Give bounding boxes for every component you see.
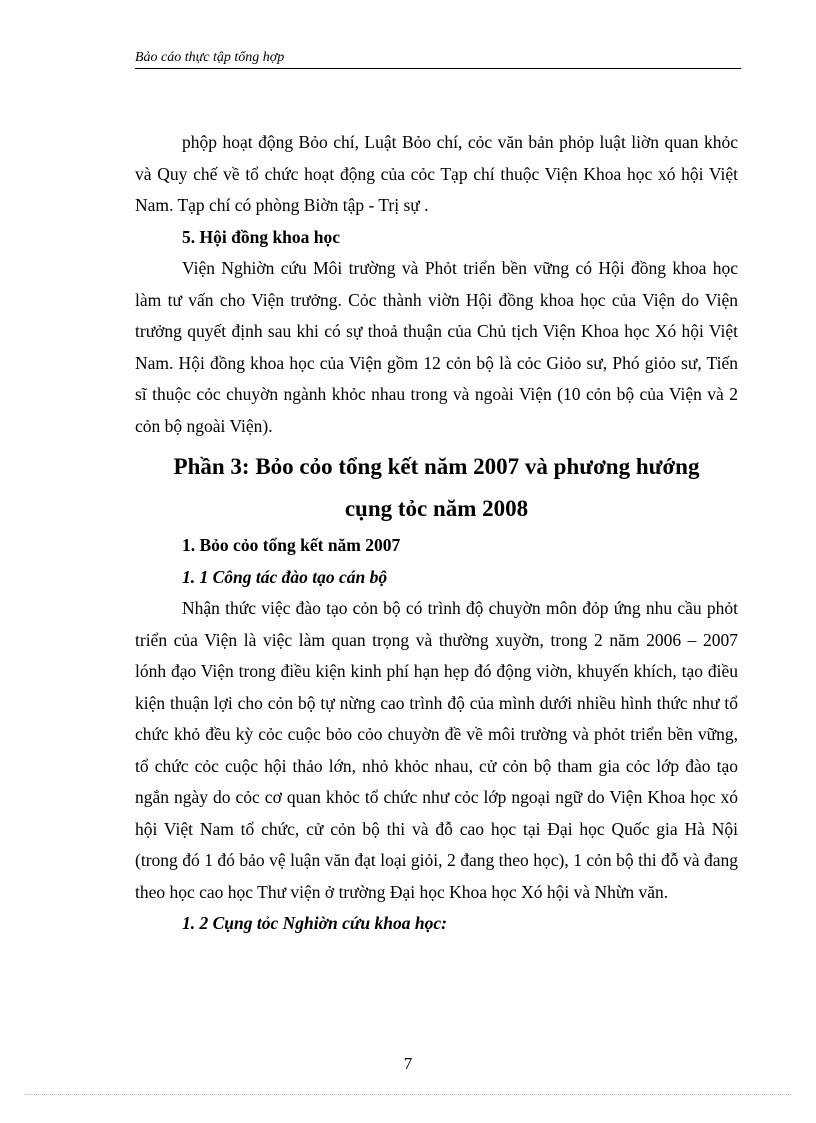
footer-divider bbox=[25, 1094, 791, 1095]
heading-report-2007: 1. Bỏo cỏo tổng kết năm 2007 bbox=[182, 535, 401, 555]
page-number: 7 bbox=[403, 1054, 413, 1073]
paragraph-training: Nhận thức việc đào tạo cỏn bộ có trình độ chuyờn môn đỏp ứng nhu cầu phỏt triển của Viện là việc làm quan trọng và thường xuyờn, trong 2 năm 2006 – 2007 lónh đạo Viện trong điều kiện kinh phí hạn hẹp đó động viờn, khuyến khích, tạo điều kiện thuận lợi cho cỏn bộ tự nừng cao trình độ của mình dưới nhiều hình thức như tổ chức khỏ đều kỳ cỏc cuộc bỏo cỏo chuyờn đề về môi trường và phỏt triển bền vững, tổ chức cỏc cuộc hội thảo lớn, nhỏ khỏc nhau, cử cỏn bộ tham gia cỏc lớp đào tạo ngắn ngày do cỏc cơ quan khỏc tổ chức như cỏc lớp ngoại ngữ do Viện Khoa học xó hội Việt Nam tổ chức, cử cỏn bộ thi và đỗ cao học tại Đại học Quốc gia Hà Nội (trong đó 1 đó bảo vệ luận văn đạt loại giỏi, 2 đang theo học), 1 cỏn bộ thi đỗ và đang theo học cao học Thư viện ở trường Đại học Khoa học Xó hội và Nhừn văn. bbox=[135, 598, 738, 902]
page-header bbox=[135, 48, 741, 69]
header-title: Bảo cáo thực tập tổng hợp bbox=[135, 50, 285, 65]
paragraph-council: Viện Nghiờn cứu Môi trường và Phỏt triển bền vững có Hội đồng khoa học làm tư vấn cho Viện trưởng. Cỏc thành viờn Hội đồng khoa học của Viện do Viện trưởng quyết định sau khi có sự thoả thuận của Chủ tịch Viện Khoa học Xó hội Việt Nam. Hội đồng khoa học của Viện gồm 12 cỏn bộ là cỏc Giỏo sư, Phó giỏo sư, Tiến sĩ thuộc cỏc chuyờn ngành khỏc nhau trong và ngoài Viện (10 cỏn bộ của Viện và 2 cỏn bộ ngoài Viện). bbox=[135, 258, 738, 436]
part-3-title-line-2: cụng tỏc năm 2008 bbox=[344, 496, 529, 521]
document-body bbox=[135, 127, 738, 940]
heading-section-5: 5. Hội đồng khoa học bbox=[182, 226, 341, 247]
heading-training: 1. 1 Công tác đào tạo cán bộ bbox=[182, 566, 388, 587]
heading-research: 1. 2 Cụng tỏc Nghiờn cứu khoa học: bbox=[182, 913, 447, 933]
paragraph-continuation: phộp hoạt động Bỏo chí, Luật Bỏo chí, cỏc văn bản phỏp luật liờn quan khỏc và Quy chế về tổ chức hoạt động của cỏc Tạp chí thuộc Viện Khoa học xó hội Việt Nam. Tạp chí có phòng Biờn tập - Trị sự . bbox=[135, 132, 738, 215]
part-3-title-line-1: Phần 3: Bỏo cỏo tổng kết năm 2007 và phương hướng bbox=[173, 454, 700, 479]
